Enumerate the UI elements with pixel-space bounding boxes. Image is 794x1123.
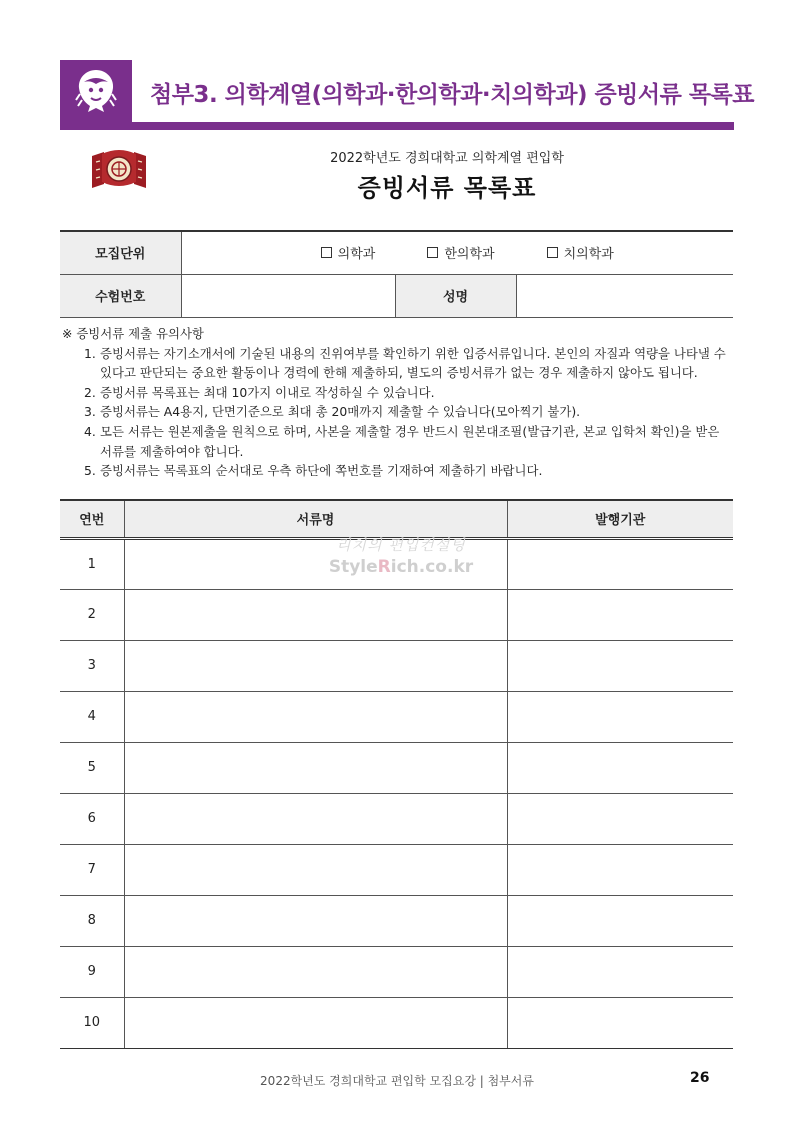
table-row — [60, 589, 733, 640]
row-number: 6 — [60, 793, 124, 844]
exam-number-field[interactable] — [181, 274, 395, 317]
applicant-info-table — [60, 230, 733, 318]
col-header-document-name: 서류명 — [124, 500, 507, 538]
document-name-cell[interactable] — [124, 691, 507, 742]
row-number: 9 — [60, 946, 124, 997]
table-header-row — [60, 500, 733, 538]
page-header-title: 첨부3. 의학계열(의학과·한의학과·치의학과) 증빙서류 목록표 — [150, 82, 754, 108]
issuer-cell[interactable] — [507, 742, 733, 793]
option-medicine[interactable] — [321, 243, 376, 262]
note-item: 2. 증빙서류 목록표는 최대 10가지 이내로 작성하실 수 있습니다. — [84, 384, 435, 400]
issuer-cell[interactable] — [507, 997, 733, 1048]
table-row — [60, 895, 733, 946]
note-item: 5. 증빙서류는 목록표의 순서대로 우측 하단에 쪽번호를 기재하여 제출하기 바랍니다. — [84, 463, 543, 479]
document-name-cell[interactable] — [124, 742, 507, 793]
issuer-cell[interactable] — [507, 793, 733, 844]
note-item: 1. 증빙서류는 자기소개서에 기술된 내용의 진위여부를 확인하기 위한 입증서류입니다. 본인의 자질과 역량을 나타낼 수 있다고 판단되는 중요한 활동이나 경력에 한해 제출하되, 별도의 증빙서류가 없는 경우 제출하지 않아도 됩니다. — [84, 345, 726, 381]
documents-table — [60, 499, 733, 1049]
row-number: 10 — [60, 997, 124, 1048]
col-header-number: 연번 — [60, 500, 124, 538]
exam-name-row — [60, 274, 733, 317]
document-name-cell[interactable] — [124, 997, 507, 1048]
lion-icon — [74, 68, 118, 114]
document-name-cell[interactable] — [124, 895, 507, 946]
header-logo — [60, 60, 132, 122]
issuer-cell[interactable] — [507, 844, 733, 895]
table-row — [60, 640, 733, 691]
name-field[interactable] — [516, 274, 733, 317]
option-dentistry-label: 치의학과 — [563, 247, 614, 263]
table-row — [60, 844, 733, 895]
option-korean-medicine[interactable] — [427, 243, 494, 262]
checkbox-medicine[interactable] — [321, 247, 332, 258]
exam-number-label: 수험번호 — [60, 274, 181, 317]
row-number: 5 — [60, 742, 124, 793]
table-row — [60, 997, 733, 1048]
page-number: 26 — [690, 1070, 710, 1086]
header-divider — [60, 122, 734, 130]
notes-heading: ※ 증빙서류 제출 유의사항 — [62, 326, 204, 341]
unit-options-cell — [181, 231, 733, 274]
checkbox-korean-medicine[interactable] — [427, 247, 438, 258]
page-footer: 2022학년도 경희대학교 편입학 모집요강 | 첨부서류 — [260, 1074, 534, 1088]
col-header-issuer: 발행기관 — [507, 500, 733, 538]
issuer-cell[interactable] — [507, 538, 733, 589]
issuer-cell[interactable] — [507, 946, 733, 997]
watermark — [326, 534, 476, 577]
document-name-cell[interactable] — [124, 844, 507, 895]
issuer-cell[interactable] — [507, 589, 733, 640]
option-medicine-label: 의학과 — [337, 247, 376, 263]
table-row — [60, 793, 733, 844]
issuer-cell[interactable] — [507, 640, 733, 691]
watermark-line1: 리치의 편입컨설팅 — [336, 536, 466, 554]
document-title: 증빙서류 목록표 — [357, 174, 537, 202]
option-dentistry[interactable] — [547, 243, 614, 262]
row-number: 3 — [60, 640, 124, 691]
document-name-cell[interactable] — [124, 589, 507, 640]
document-name-cell[interactable] — [124, 946, 507, 997]
note-item: 3. 증빙서류는 A4용지, 단면기준으로 최대 총 20매까지 제출할 수 있습니다(모아찍기 불가). — [84, 404, 581, 420]
unit-label: 모집단위 — [60, 231, 181, 274]
option-korean-medicine-label: 한의학과 — [444, 247, 495, 263]
notes-list — [62, 344, 732, 481]
row-number: 2 — [60, 589, 124, 640]
submission-notes — [62, 324, 732, 481]
row-number: 4 — [60, 691, 124, 742]
name-label: 성명 — [395, 274, 516, 317]
row-number: 7 — [60, 844, 124, 895]
note-item: 4. 모든 서류는 원본제출을 원칙으로 하며, 사본을 제출할 경우 반드시 원본대조필(발급기관, 본교 입학처 확인)을 받은 서류를 제출하여야 합니다. — [84, 423, 720, 459]
row-number: 8 — [60, 895, 124, 946]
document-subtitle: 2022학년도 경희대학교 의학계열 편입학 — [330, 151, 564, 166]
table-row — [60, 946, 733, 997]
row-number: 1 — [60, 538, 124, 589]
document-name-cell[interactable] — [124, 640, 507, 691]
document-name-cell[interactable] — [124, 793, 507, 844]
unit-row — [60, 231, 733, 274]
checkbox-dentistry[interactable] — [547, 247, 558, 258]
table-row — [60, 742, 733, 793]
table-row — [60, 691, 733, 742]
issuer-cell[interactable] — [507, 895, 733, 946]
issuer-cell[interactable] — [507, 691, 733, 742]
watermark-brand: StyleRich.co.kr — [328, 557, 474, 577]
